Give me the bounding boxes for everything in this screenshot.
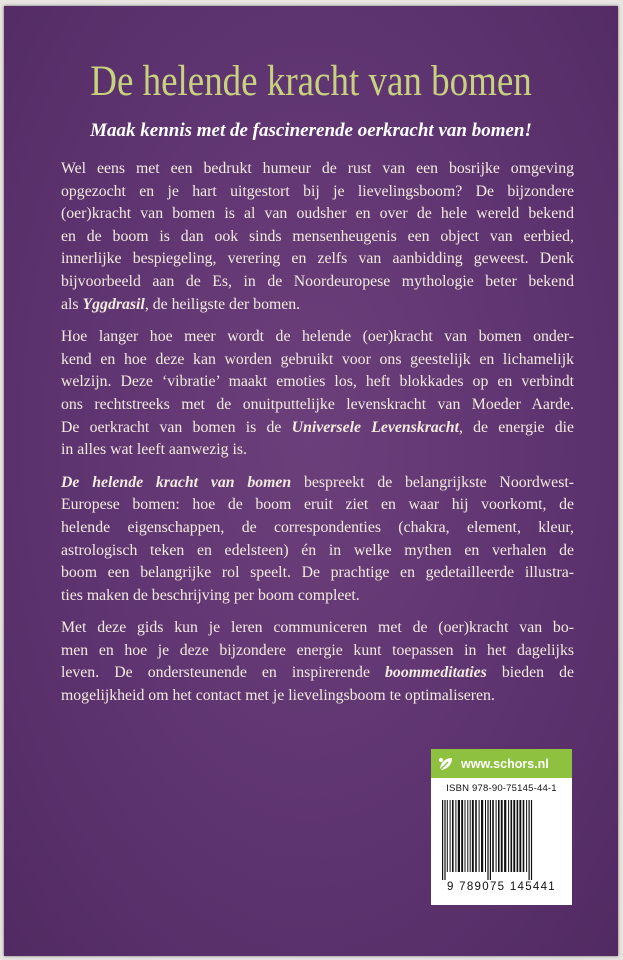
barcode-bar: [531, 800, 532, 880]
barcode-bar: [479, 800, 480, 872]
barcode-bar: [498, 800, 500, 872]
barcode-bar: [481, 800, 483, 872]
barcode-bar: [490, 800, 491, 880]
barcode-bar: [485, 800, 486, 872]
blurb-paragraph: [61, 158, 574, 316]
barcode-bar: [475, 800, 477, 872]
leaf-icon: [431, 749, 461, 778]
text-line: Hoe langer hoe meer wordt de helende (oer)kracht van bomen onder-: [61, 328, 574, 346]
publisher-website-badge[interactable]: [431, 749, 572, 778]
text-line: leven. De ondersteunende en inspirerende boommeditaties bieden de: [61, 664, 574, 682]
text-line: ties maken de beschrijving per boom compleet.: [61, 586, 360, 604]
text-line: kend en hoe deze kan worden gebruikt voor ons geestelijk en lichamelijk: [61, 350, 574, 368]
barcode-bar: [442, 800, 443, 880]
text-line: De oerkracht van bomen is de Universele Levenskracht, de energie die: [61, 418, 574, 436]
blurb-paragraph: [61, 472, 574, 608]
barcode-bar: [455, 800, 456, 872]
book-subtitle: Maak kennis met de fascinerende oerkracht van bomen!: [90, 120, 532, 141]
barcode-image: [439, 800, 564, 880]
text-line: en de boom is dan ook sinds mensenheugenis een object van eerbied,: [61, 227, 574, 245]
blurb-paragraph: [61, 326, 574, 462]
emphasized-term: De helende kracht van bomen: [61, 473, 292, 491]
barcode-bar: [508, 800, 509, 872]
barcode-bar: [496, 800, 497, 872]
barcode-bar: [444, 800, 445, 880]
isbn-number: ISBN 978-90-75145-44-1: [446, 783, 557, 794]
barcode-bar: [517, 800, 519, 872]
text-line: helende eigenschappen, de correspondenties (chakra, element, kleur,: [61, 518, 574, 536]
publisher-website[interactable]: www.schors.nl: [461, 756, 549, 771]
text-line: De helende kracht van bomen bespreekt de belangrijkste Noordwest-: [61, 473, 574, 491]
text-line: astrologisch teken en edelsteen) én in welke mythen en verhalen de: [61, 541, 574, 559]
barcode-bar: [492, 800, 494, 872]
text-line: ons rechtstreeks met de onuitputtelijke levenskracht van Moeder Aarde.: [61, 395, 574, 413]
barcode-bar: [472, 800, 474, 872]
barcode-area: [431, 778, 572, 905]
barcode-bar: [529, 800, 530, 880]
barcode-bar: [487, 800, 488, 880]
barcode-bar: [450, 800, 451, 872]
text-line: als Yggdrasil, de heiligste der bomen.: [61, 295, 301, 313]
emphasized-term: Universele Levenskracht: [291, 418, 459, 436]
blurb-text: [61, 158, 574, 718]
barcode-bar: [501, 800, 503, 872]
barcode-bar: [465, 800, 466, 872]
blurb-paragraph: [61, 617, 574, 707]
barcode-bar: [504, 800, 506, 872]
text-line: men en hoe je deze bijzondere energie kunt toepassen in het dagelijks: [61, 641, 574, 659]
text-line: in alles wat leeft aanwezig is.: [61, 441, 247, 459]
text-line: opgezocht en je hart uitgestort bij je lievelingsboom? De bijzondere: [61, 182, 574, 200]
text-line: bijvoorbeeld aan de Es, in de Noordeuropese mythologie beter bekend: [61, 272, 574, 290]
text-line: welzijn. Deze ‘vibratie’ maakt emoties los, heft blokkades op en verbindt: [61, 373, 574, 391]
barcode-bar: [452, 800, 454, 872]
text-line: innerlijke bespiegeling, verering en zelfs van aanbidding geweest. Denk: [61, 250, 574, 268]
barcode-bar: [523, 800, 525, 872]
barcode-bar: [513, 800, 515, 872]
barcode-bar: [526, 800, 527, 872]
book-title: De helende kracht van bomen: [90, 58, 532, 105]
emphasized-term: boommeditaties: [385, 664, 487, 682]
barcode-bar: [461, 800, 463, 872]
emphasized-term: Yggdrasil: [82, 295, 145, 313]
barcode-bar: [458, 800, 460, 872]
barcode-bar: [467, 800, 468, 872]
text-line: mogelijkheid om het contact met je lievelingsboom te optimaliseren.: [61, 687, 495, 705]
barcode-bar: [511, 800, 513, 872]
barcode-digits: 9 789075 145441: [446, 881, 557, 893]
barcode-bar: [470, 800, 471, 872]
text-line: Europese bomen: hoe de boom eruit ziet en waar hij voorkomt, de: [61, 496, 574, 514]
text-line: Met deze gids kun je leren communiceren met de (oer)kracht van bo-: [61, 619, 574, 637]
text-line: Wel eens met een bedrukt humeur de rust van een bosrijke omgeving: [61, 160, 574, 177]
text-line: boom een belangrijke rol speelt. De prachtige en gedetailleerde illustra-: [61, 564, 574, 582]
barcode-bar: [447, 800, 448, 872]
text-line: (oer)kracht van bomen is al van oudsher en over de hele wereld bekend: [61, 205, 574, 223]
barcode-bar: [519, 800, 521, 872]
